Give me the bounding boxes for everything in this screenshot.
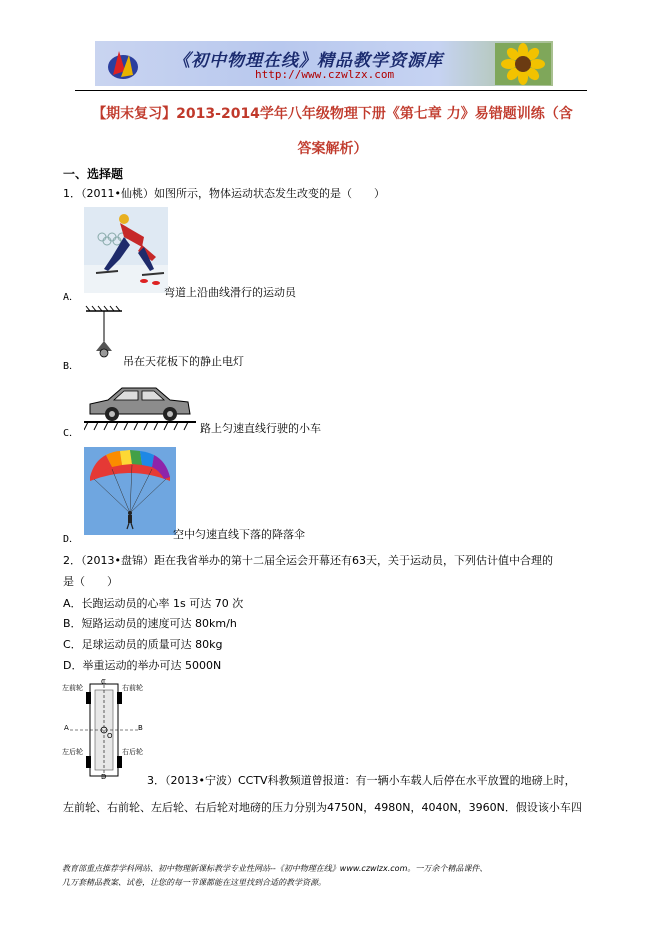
- q2-stem-line-1: 2．（2013•盘锦）距在我省举办的第十二届全运会开幕还有63天，关于运动员，下列估计值中合理的: [63, 554, 553, 567]
- label-right-rear: 右后轮: [122, 748, 143, 756]
- speed-skater-icon: [84, 207, 168, 293]
- label-point-a: A: [64, 724, 69, 732]
- q1-option-a[interactable]: [63, 285, 296, 304]
- q2-stem-line-2: 是（ ）: [63, 575, 118, 588]
- wheel-scale-diagram: [62, 678, 144, 782]
- q1-option-b[interactable]: [63, 354, 244, 373]
- sunflower-icon: [495, 43, 551, 85]
- page-title-line-2: 答案解析）: [297, 141, 368, 157]
- page-title: [85, 101, 580, 163]
- q1-stem: 1．（2011•仙桃）如图所示，物体运动状态发生改变的是（ ）: [63, 187, 385, 200]
- footer-line-1: 教育部重点推荐学科网站、初中物理新课标教学专业性网站--《初中物理在线》www.czwlzx.com。一万余个精品课件、: [62, 864, 488, 873]
- q2-option-b[interactable]: B．短路运动员的速度可达 80km/h: [63, 617, 237, 630]
- label-point-b: B: [138, 724, 143, 732]
- q2-option-d[interactable]: D．举重运动的举办可达 5000N: [63, 659, 222, 672]
- wheel-diagram-drawing: [62, 678, 144, 782]
- option-letter: A．: [63, 292, 80, 303]
- header-banner: [95, 41, 553, 86]
- banner-url[interactable]: http://www.czwlzx.com: [255, 68, 395, 81]
- option-text: 弯道上沿曲线滑行的运动员: [164, 286, 296, 299]
- q1-option-c[interactable]: [63, 421, 321, 440]
- q2-option-c[interactable]: C．足球运动员的质量可达 80kg: [63, 638, 223, 651]
- footer-line-2: 几万套精品教案、试卷，让您的每一节课都能在这里找到合适的教学资源。: [62, 878, 326, 887]
- option-text: 吊在天花板下的静止电灯: [123, 355, 244, 368]
- banner-title: 《初中物理在线》精品教学资源库: [173, 51, 443, 71]
- q3-stem-line-1: 3．（2013•宁波）CCTV科教频道曾报道：有一辆小车载人后停在水平放置的地磅上时，: [147, 774, 576, 787]
- header-rule: [75, 90, 587, 91]
- label-point-c: C: [101, 678, 106, 686]
- q2-option-a[interactable]: A．长跑运动员的心率 1s 可达 70 次: [63, 597, 244, 610]
- option-text: 路上匀速直线行驶的小车: [200, 422, 321, 435]
- option-letter: C．: [63, 428, 80, 439]
- label-left-rear: 左后轮: [62, 748, 83, 756]
- page-footer: [62, 862, 602, 890]
- parachute-icon: [84, 447, 176, 535]
- q1-option-d[interactable]: [63, 527, 305, 546]
- option-letter: B．: [63, 361, 80, 372]
- label-right-front: 右前轮: [122, 684, 143, 692]
- option-letter: D．: [63, 534, 80, 545]
- option-text: 空中匀速直线下落的降落伞: [173, 528, 305, 541]
- q3-stem-line-2: 左前轮、右前轮、左后轮、右后轮对地磅的压力分别为4750N，4980N，4040N，3960N．假设该小车四: [63, 801, 582, 814]
- label-point-o: O: [107, 732, 113, 740]
- page-title-line-1: 【期末复习】2013-2014学年八年级物理下册《第七章 力》易错题训练（含: [92, 106, 573, 122]
- section-heading: 一、选择题: [63, 167, 124, 181]
- label-left-front: 左前轮: [62, 684, 83, 692]
- label-point-d: D: [101, 773, 107, 781]
- car-icon: [84, 374, 196, 434]
- hanging-lamp-icon: [84, 305, 124, 361]
- site-logo-icon: [105, 45, 141, 83]
